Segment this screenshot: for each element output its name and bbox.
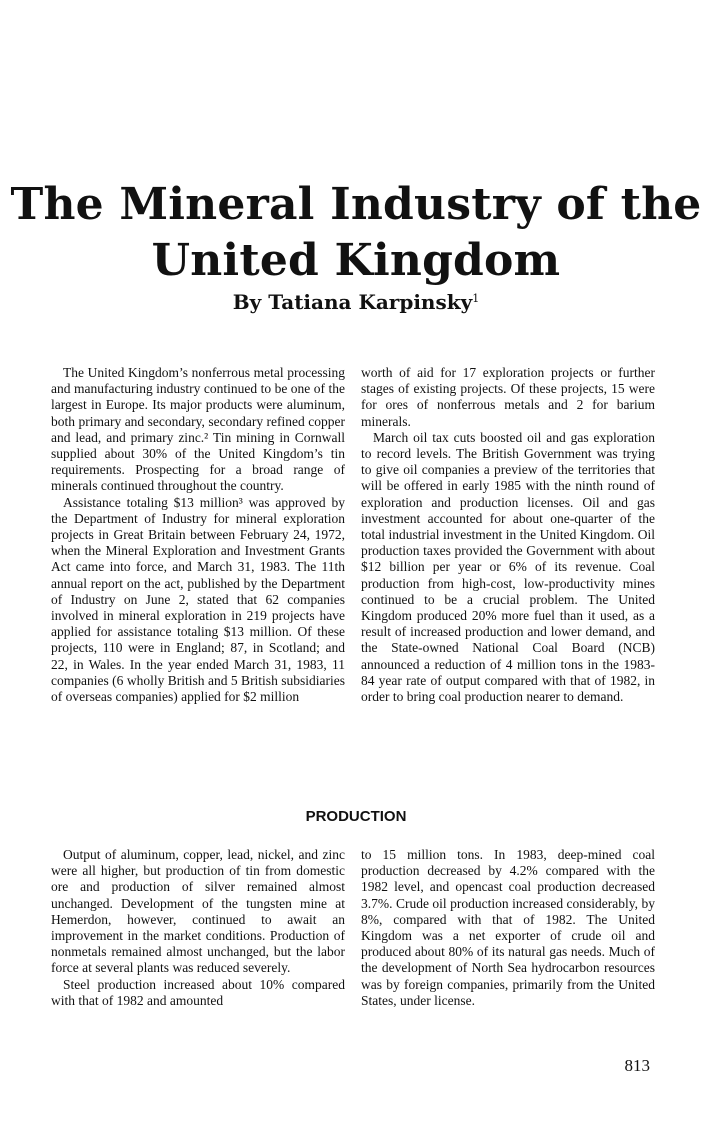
author-name: By Tatiana Karpinsky <box>232 290 473 314</box>
title-line-2: United Kingdom <box>151 235 561 286</box>
intro-column-left <box>51 365 345 705</box>
page-number: 813 <box>624 1056 650 1075</box>
section-heading-production: PRODUCTION <box>305 808 407 825</box>
paragraph-nonferrous-industry: The United Kingdom’s nonferrous metal processing and manufacturing industry continued to be one of the largest in Europe. Its major products were aluminum, both primary and secondary, secondary refined copper and lead, and primary zinc.² Tin mining in Cornwall supplied about 30% of the United Kingdom’s tin requirements. Prospecting for a broad range of minerals continued throughout the country. <box>51 365 345 494</box>
author-byline <box>0 290 712 314</box>
paragraph-metal-output: Output of aluminum, copper, lead, nickel, and zinc were all higher, but production of tin from domestic ore and production of silver remained almost unchanged. Development of the tungsten mine at Hemerdon, however, continued to await an improvement in the market conditions. Production of nonmetals remained almost unchanged, but the labor force at several plants was reduced severely. <box>51 847 345 976</box>
author-footnote-marker: 1 <box>472 292 480 305</box>
production-column-left <box>51 847 345 1009</box>
paragraph-steel-production: Steel production increased about 10% compared with that of 1982 and amounted <box>51 976 345 1008</box>
intro-column-right <box>361 365 655 705</box>
paragraph-coal-oil-production: to 15 million tons. In 1983, deep-mined coal production decreased by 4.2% compared with the 1982 level, and opencast coal production decreased 3.7%. Crude oil production increased considerably, by 8%, compared with that of 1982. The United Kingdom was a net exporter of crude oil and produced about 80% of its natural gas needs. Much of the development of North Sea hydrocarbon resources was by foreign companies, primarily from the United States, under license. <box>361 847 655 1008</box>
page-title <box>0 177 712 289</box>
paragraph-aid-projects: worth of aid for 17 exploration projects or further stages of existing projects. Of these projects, 15 were for ores of nonferrous metals and 2 for barium minerals. <box>361 365 655 429</box>
paragraph-exploration-assistance: Assistance totaling $13 million³ was approved by the Department of Industry for mineral exploration projects in Great Britain between February 24, 1972, when the Mineral Exploration and Investment Grants Act came into force, and March 31, 1983. The 11th annual report on the act, published by the Department of Industry on June 2, stated that 62 companies involved in mineral exploration in 219 projects have applied for assistance totaling $13 million. Of these projects, 110 were in England; 87, in Scotland; and 22, in Wales. In the year ended March 31, 1983, 11 companies (6 wholly British and 5 British subsidiaries of overseas companies) applied for $2 million <box>51 494 345 705</box>
title-line-1: The Mineral Industry of the <box>10 179 702 230</box>
paragraph-oil-gas-coal: March oil tax cuts boosted oil and gas exploration to record levels. The British Government was trying to give oil companies a preview of the territories that will be offered in early 1985 with the ninth round of exploration and production licenses. Oil and gas investment accounted for about one-quarter of the total industrial investment in the United Kingdom. Oil production taxes provided the Government with about $12 billion per year or 6% of its revenue. Coal production from high-cost, low-productivity mines continued to be a crucial problem. The United Kingdom produced 20% more fuel than it used, as a result of increased production and lower demand, and the State-owned National Coal Board (NCB) announced a reduction of 4 million tons in the 1983-84 year rate of output compared with that of 1982, in order to bring coal production nearer to demand. <box>361 429 655 705</box>
production-column-right <box>361 847 655 1009</box>
